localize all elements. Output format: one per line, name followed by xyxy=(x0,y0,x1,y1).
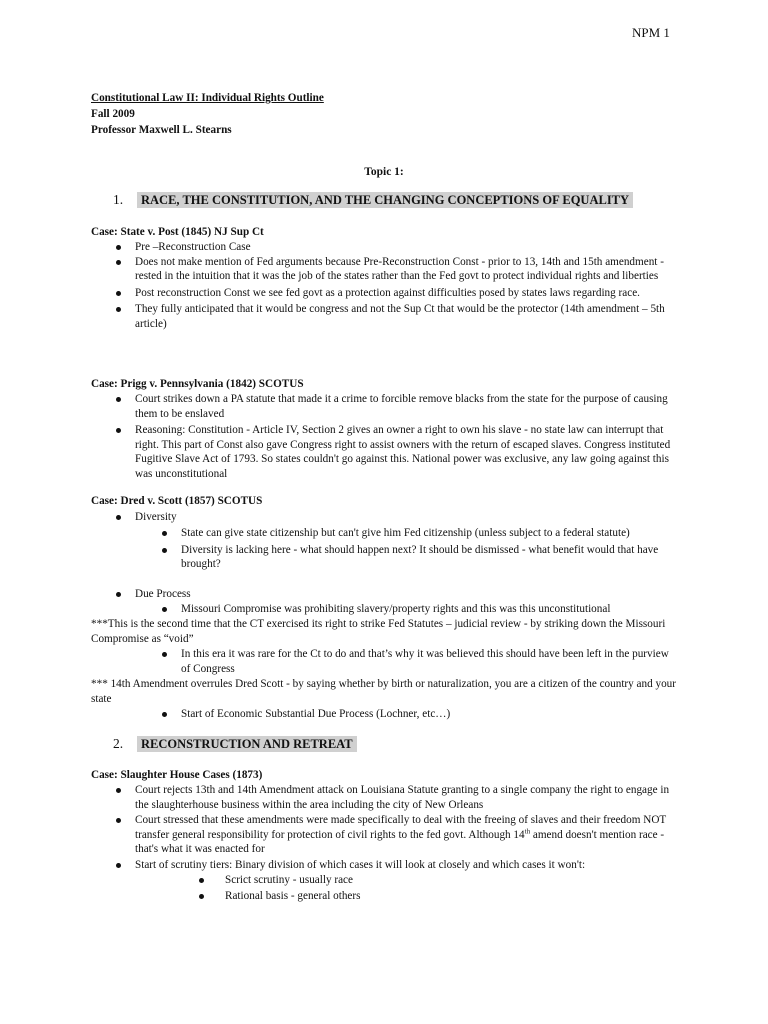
case-bullets-prigg xyxy=(135,392,680,482)
list-item: They fully anticipated that it would be congress and not the Sup Ct that would be the protector (14th amendment – 5th article) xyxy=(135,302,680,331)
bullet-icon xyxy=(116,245,121,250)
list-item: Rational basis - general others xyxy=(225,889,680,904)
dred-econ xyxy=(181,707,679,722)
case-heading-prigg: Case: Prigg v. Pennsylvania (1842) SCOTUS xyxy=(91,378,304,390)
bullet-icon xyxy=(162,712,167,717)
bullet-icon xyxy=(116,592,121,597)
list-item: Court rejects 13th and 14th Amendment attack on Louisiana Statute granting to a single company the right to engage in the slaughterhouse business within the area including the city of New Orleans xyxy=(135,783,680,812)
list-item: Does not make mention of Fed arguments because Pre-Reconstruction Const - prior to 13, 14th and 15th amendment - rested in the intuition that it was the job of the states rather than the Fed govt to protect individual rights and liberties xyxy=(135,255,680,284)
section-title: RACE, THE CONSTITUTION, AND THE CHANGING CONCEPTIONS OF EQUALITY xyxy=(137,192,633,208)
dred-due-process-sub xyxy=(181,602,679,617)
bullet-icon xyxy=(116,428,121,433)
section-title: RECONSTRUCTION AND RETREAT xyxy=(137,736,357,752)
section-number: 1. xyxy=(113,192,124,207)
list-item: Scrict scrutiny - usually race xyxy=(225,873,680,888)
bullet-icon xyxy=(199,878,204,883)
dred-diversity-sub xyxy=(181,526,679,572)
bullet-icon xyxy=(116,863,121,868)
list-item: Diversity xyxy=(135,510,680,525)
list-item: Pre –Reconstruction Case xyxy=(135,240,680,255)
bullet-icon xyxy=(199,894,204,899)
case-heading-slaughter-house: Case: Slaughter House Cases (1873) xyxy=(91,769,263,781)
bullet-icon xyxy=(162,531,167,536)
bullet-icon xyxy=(116,397,121,402)
bullet-icon xyxy=(162,607,167,612)
note-judicial-review: ***This is the second time that the CT exercised its right to strike Fed Statutes – judicial review - by striking down the Missouri Compromise as “void” xyxy=(91,618,666,645)
section-heading-1 xyxy=(113,193,633,208)
document-title: Constitutional Law II: Individual Rights Outline xyxy=(91,92,324,104)
list-item: State can give state citizenship but can't give him Fed citizenship (unless subject to a federal statute) xyxy=(181,526,679,541)
note-14th-amendment: *** 14th Amendment overrules Dred Scott - by saying whether by birth or naturalization, you are a citizen of the country and your state xyxy=(91,678,677,705)
professor: Professor Maxwell L. Stearns xyxy=(91,124,232,136)
dred-diversity xyxy=(135,510,680,525)
scrutiny-tiers xyxy=(225,873,680,903)
section-heading-2 xyxy=(113,737,357,752)
list-item: Court stressed that these amendments were made specifically to deal with the freeing of slaves and their freedom NOT transfer general responsibility for protection of civil rights to the fed govt. Although 14th amend doesn't mention race - that's what it was enacted for xyxy=(135,813,680,857)
page-number-label: NPM 1 xyxy=(632,25,670,40)
list-item: Reasoning: Constitution - Article IV, Section 2 gives an owner a right to own his slave - no state law can interrupt that right. This part of Const also gave Congress right to assist owners with the return of escaped slaves. Congress instituted Fugitive Slave Act of 1793. So states couldn't go against this. National power was exclusive, any law going against this was unconstitutional xyxy=(135,423,680,481)
bullet-icon xyxy=(116,307,121,312)
case-heading-state-post: Case: State v. Post (1845) NJ Sup Ct xyxy=(91,226,264,238)
case-heading-dred-scott: Case: Dred v. Scott (1857) SCOTUS xyxy=(91,495,263,507)
document-title-block xyxy=(91,90,324,138)
case-bullets-state-post xyxy=(135,240,680,332)
bullet-icon xyxy=(116,818,121,823)
bullet-icon xyxy=(162,548,167,553)
section-number: 2. xyxy=(113,736,124,751)
term: Fall 2009 xyxy=(91,108,135,120)
list-item: In this era it was rare for the Ct to do and that’s why it was believed this should have been left in the purview of Congress xyxy=(181,647,679,676)
dred-due-process xyxy=(135,587,680,602)
dred-era xyxy=(181,647,679,676)
topic-heading: Topic 1: xyxy=(364,166,404,178)
bullet-icon xyxy=(116,788,121,793)
case-bullets-slaughter-house xyxy=(135,783,680,873)
bullet-icon xyxy=(116,291,121,296)
bullet-icon xyxy=(162,652,167,657)
bullet-icon xyxy=(116,260,121,265)
list-item: Missouri Compromise was prohibiting slavery/property rights and this was this unconstitutional xyxy=(181,602,679,617)
list-item: Due Process xyxy=(135,587,680,602)
list-item: Start of scrutiny tiers: Binary division of which cases it will look at closely and which cases it won't: xyxy=(135,858,680,873)
list-item: Post reconstruction Const we see fed govt as a protection against difficulties posed by states laws regarding race. xyxy=(135,286,680,301)
list-item: Court strikes down a PA statute that made it a crime to forcible remove blacks from the state for the purpose of causing them to be enslaved xyxy=(135,392,680,421)
list-item: Diversity is lacking here - what should happen next? It should be dismissed - what benefit would that have brought? xyxy=(181,543,679,572)
list-item: Start of Economic Substantial Due Process (Lochner, etc…) xyxy=(181,707,679,722)
bullet-icon xyxy=(116,515,121,520)
